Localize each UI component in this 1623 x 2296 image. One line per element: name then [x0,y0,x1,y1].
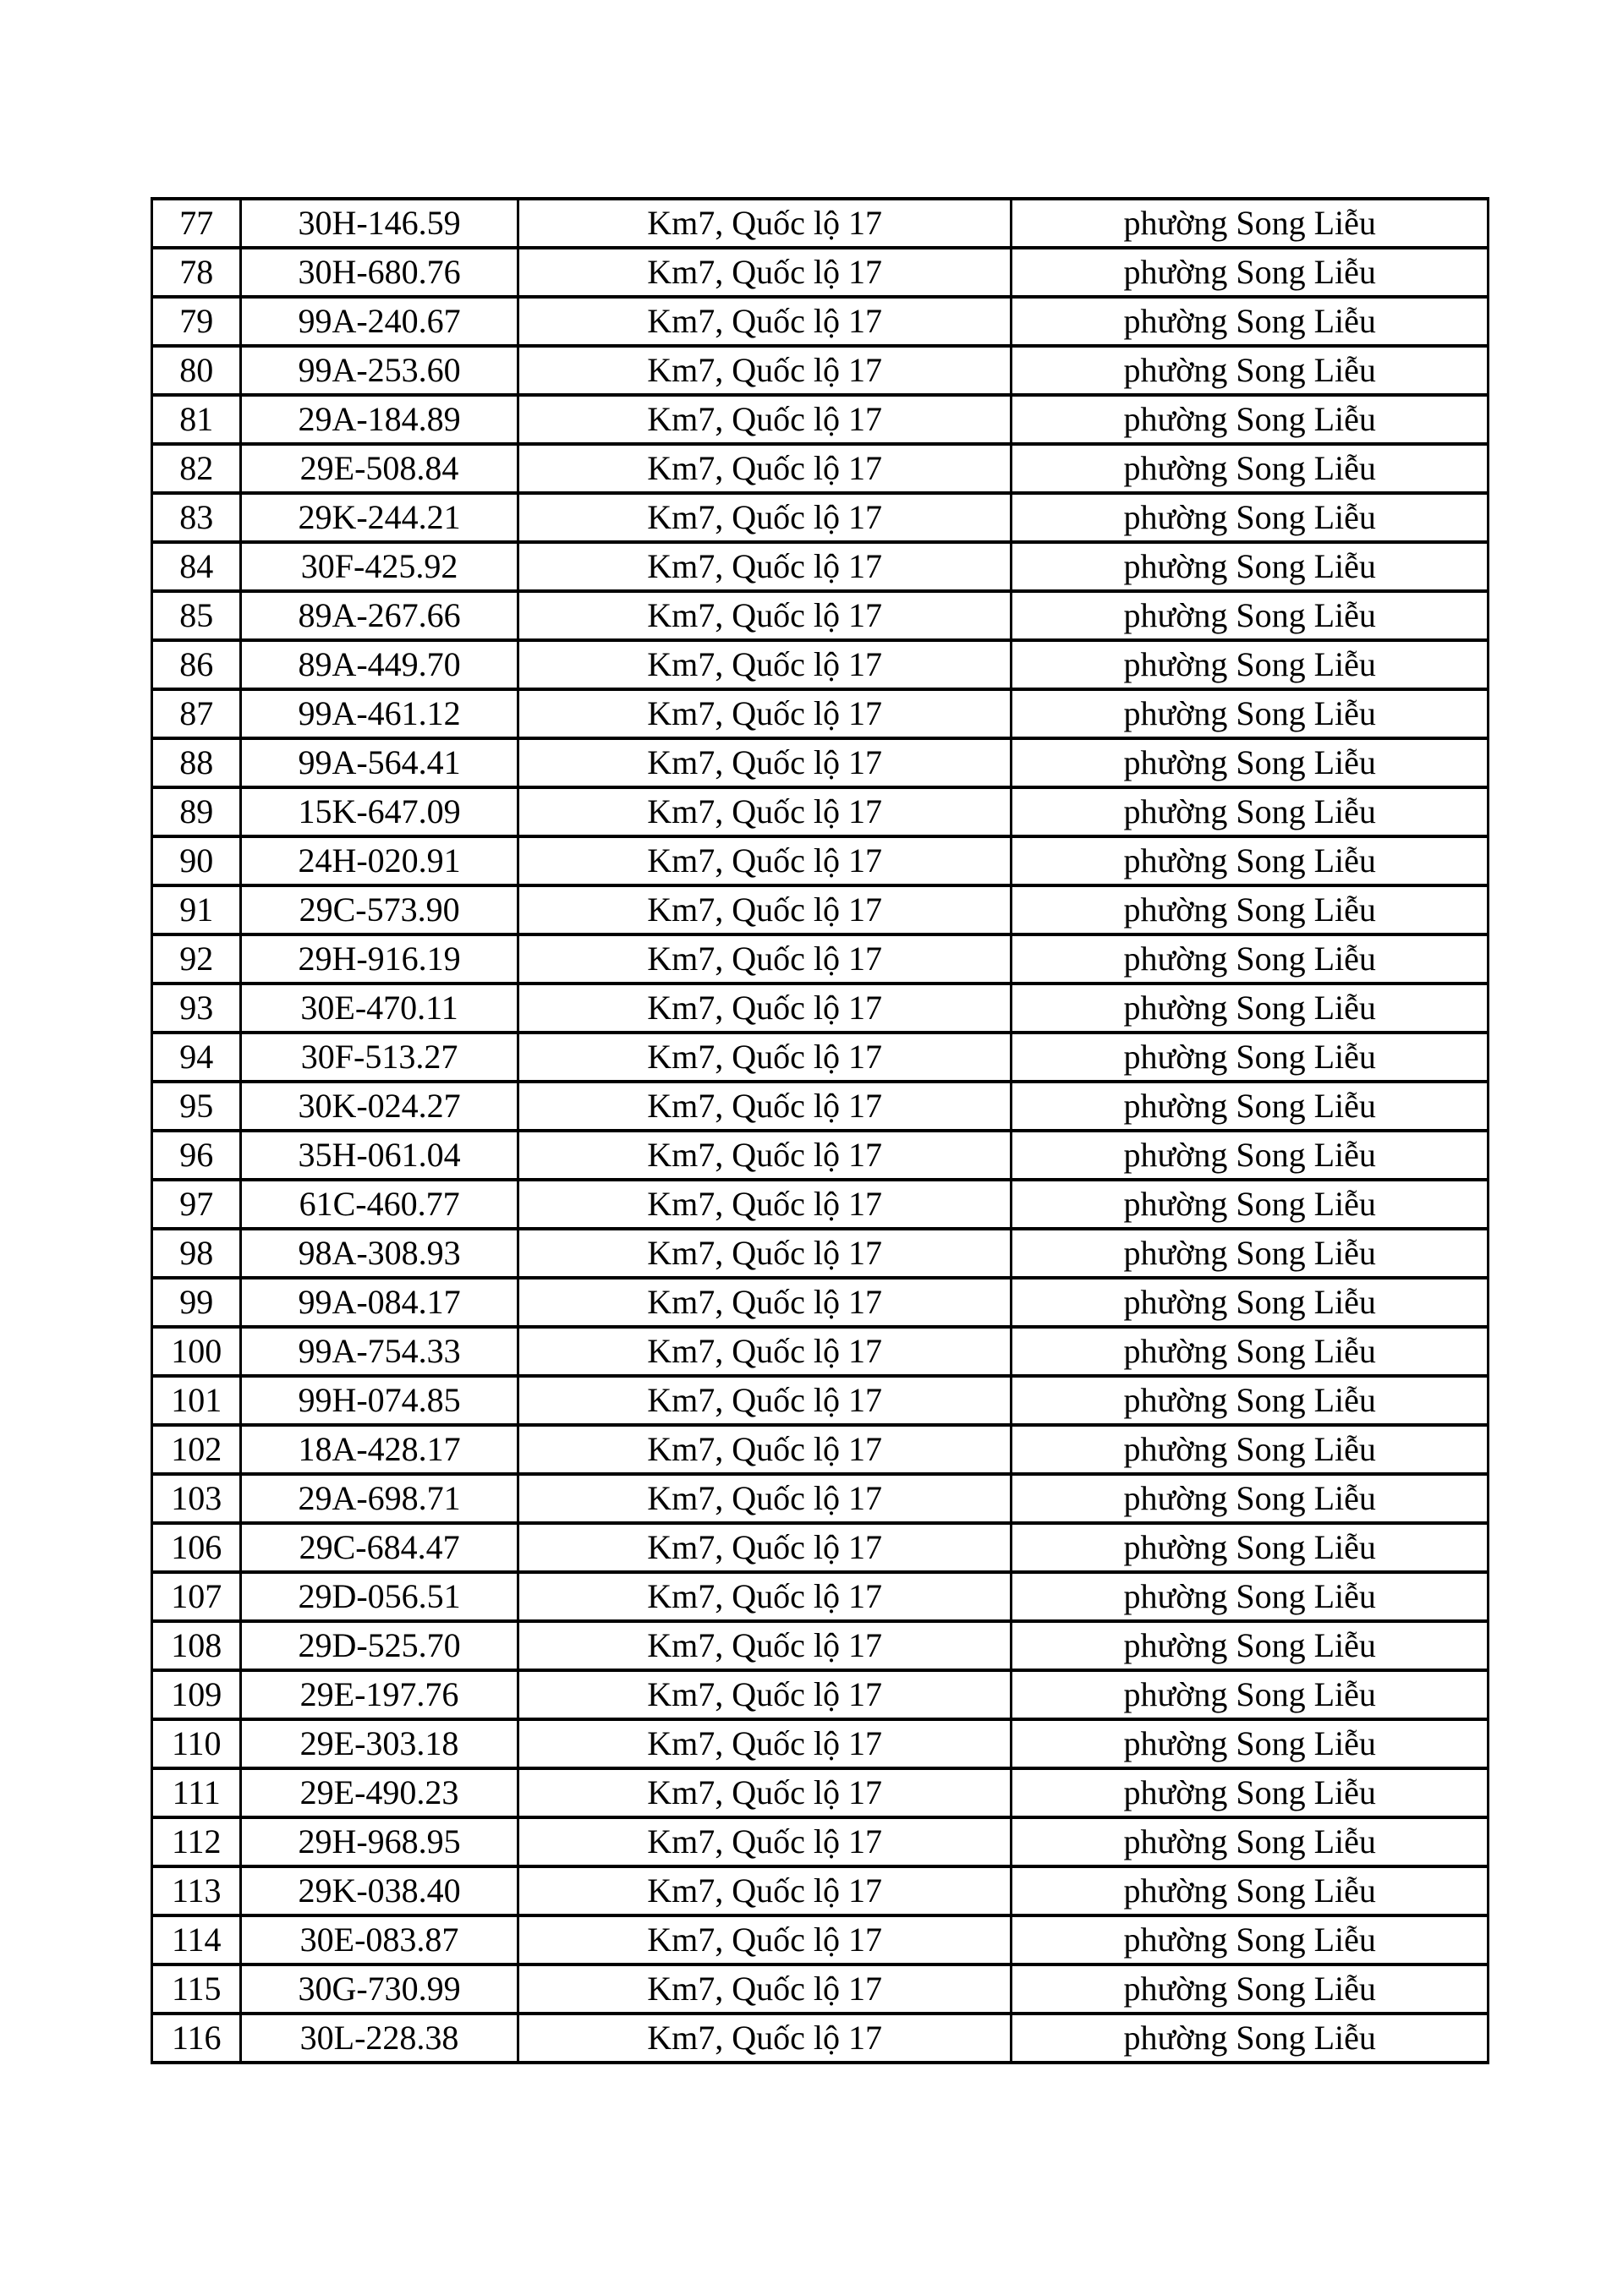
violation-location-cell: Km7, Quốc lộ 17 [518,885,1012,934]
ward-cell: phường Song Liễu [1012,1670,1489,1719]
row-number-cell: 90 [152,836,241,885]
ward-cell: phường Song Liễu [1012,1474,1489,1523]
row-number-cell: 87 [152,689,241,738]
table-row [152,542,1489,591]
license-plate-cell: 29K-244.21 [241,493,518,542]
table-row [152,984,1489,1033]
table-row [152,1327,1489,1376]
violation-location-cell: Km7, Quốc lộ 17 [518,1278,1012,1327]
vehicle-plate-table [151,197,1489,2064]
row-number-cell: 110 [152,1719,241,1768]
license-plate-cell: 29C-573.90 [241,885,518,934]
license-plate-cell: 30H-146.59 [241,199,518,248]
ward-cell: phường Song Liễu [1012,1327,1489,1376]
license-plate-cell: 99A-240.67 [241,297,518,346]
ward-cell: phường Song Liễu [1012,591,1489,640]
ward-cell: phường Song Liễu [1012,1866,1489,1915]
license-plate-cell: 99A-253.60 [241,346,518,395]
license-plate-cell: 99H-074.85 [241,1376,518,1425]
row-number-cell: 92 [152,934,241,984]
ward-cell: phường Song Liễu [1012,885,1489,934]
license-plate-cell: 89A-267.66 [241,591,518,640]
ward-cell: phường Song Liễu [1012,1817,1489,1866]
ward-cell: phường Song Liễu [1012,444,1489,493]
license-plate-cell: 18A-428.17 [241,1425,518,1474]
row-number-cell: 79 [152,297,241,346]
license-plate-cell: 29A-184.89 [241,395,518,444]
table-row [152,1964,1489,2014]
row-number-cell: 109 [152,1670,241,1719]
row-number-cell: 81 [152,395,241,444]
violation-location-cell: Km7, Quốc lộ 17 [518,1866,1012,1915]
violation-location-cell: Km7, Quốc lộ 17 [518,395,1012,444]
table-row [152,787,1489,836]
license-plate-cell: 99A-564.41 [241,738,518,787]
row-number-cell: 103 [152,1474,241,1523]
table-row [152,346,1489,395]
row-number-cell: 85 [152,591,241,640]
table-row [152,640,1489,689]
violation-location-cell: Km7, Quốc lộ 17 [518,1180,1012,1229]
ward-cell: phường Song Liễu [1012,984,1489,1033]
row-number-cell: 108 [152,1621,241,1670]
violation-location-cell: Km7, Quốc lộ 17 [518,934,1012,984]
row-number-cell: 100 [152,1327,241,1376]
ward-cell: phường Song Liễu [1012,199,1489,248]
table-row [152,1670,1489,1719]
violation-location-cell: Km7, Quốc lộ 17 [518,1915,1012,1964]
license-plate-cell: 30H-680.76 [241,248,518,297]
row-number-cell: 83 [152,493,241,542]
ward-cell: phường Song Liễu [1012,1278,1489,1327]
ward-cell: phường Song Liễu [1012,2014,1489,2063]
table-row [152,836,1489,885]
table-row [152,934,1489,984]
row-number-cell: 80 [152,346,241,395]
ward-cell: phường Song Liễu [1012,1425,1489,1474]
row-number-cell: 99 [152,1278,241,1327]
license-plate-cell: 35H-061.04 [241,1131,518,1180]
violation-location-cell: Km7, Quốc lộ 17 [518,1621,1012,1670]
row-number-cell: 96 [152,1131,241,1180]
violation-location-cell: Km7, Quốc lộ 17 [518,1670,1012,1719]
row-number-cell: 102 [152,1425,241,1474]
row-number-cell: 116 [152,2014,241,2063]
ward-cell: phường Song Liễu [1012,1082,1489,1131]
license-plate-cell: 29K-038.40 [241,1866,518,1915]
license-plate-cell: 29E-508.84 [241,444,518,493]
license-plate-cell: 29D-525.70 [241,1621,518,1670]
table-row [152,1278,1489,1327]
table-row [152,444,1489,493]
violation-location-cell: Km7, Quốc lộ 17 [518,640,1012,689]
violation-location-cell: Km7, Quốc lộ 17 [518,787,1012,836]
license-plate-cell: 29E-490.23 [241,1768,518,1817]
ward-cell: phường Song Liễu [1012,1572,1489,1621]
violation-location-cell: Km7, Quốc lộ 17 [518,1376,1012,1425]
ward-cell: phường Song Liễu [1012,1376,1489,1425]
row-number-cell: 98 [152,1229,241,1278]
row-number-cell: 114 [152,1915,241,1964]
ward-cell: phường Song Liễu [1012,1180,1489,1229]
ward-cell: phường Song Liễu [1012,1033,1489,1082]
license-plate-cell: 29E-303.18 [241,1719,518,1768]
license-plate-cell: 30E-470.11 [241,984,518,1033]
violation-location-cell: Km7, Quốc lộ 17 [518,836,1012,885]
license-plate-cell: 30F-425.92 [241,542,518,591]
license-plate-cell: 29A-698.71 [241,1474,518,1523]
table-row [152,2014,1489,2063]
license-plate-cell: 99A-084.17 [241,1278,518,1327]
table-row [152,1817,1489,1866]
row-number-cell: 88 [152,738,241,787]
license-plate-cell: 30F-513.27 [241,1033,518,1082]
license-plate-cell: 29C-684.47 [241,1523,518,1572]
table-body [152,199,1489,2063]
table-row [152,493,1489,542]
ward-cell: phường Song Liễu [1012,1768,1489,1817]
violation-location-cell: Km7, Quốc lộ 17 [518,1572,1012,1621]
license-plate-cell: 89A-449.70 [241,640,518,689]
violation-location-cell: Km7, Quốc lộ 17 [518,1523,1012,1572]
table-row [152,297,1489,346]
violation-location-cell: Km7, Quốc lộ 17 [518,689,1012,738]
table-row [152,199,1489,248]
ward-cell: phường Song Liễu [1012,1621,1489,1670]
license-plate-cell: 29D-056.51 [241,1572,518,1621]
ward-cell: phường Song Liễu [1012,493,1489,542]
ward-cell: phường Song Liễu [1012,934,1489,984]
row-number-cell: 113 [152,1866,241,1915]
license-plate-cell: 61C-460.77 [241,1180,518,1229]
row-number-cell: 93 [152,984,241,1033]
row-number-cell: 82 [152,444,241,493]
row-number-cell: 89 [152,787,241,836]
row-number-cell: 106 [152,1523,241,1572]
ward-cell: phường Song Liễu [1012,542,1489,591]
violation-location-cell: Km7, Quốc lộ 17 [518,1817,1012,1866]
violation-location-cell: Km7, Quốc lộ 17 [518,444,1012,493]
table-row [152,1180,1489,1229]
license-plate-cell: 30L-228.38 [241,2014,518,2063]
violation-location-cell: Km7, Quốc lộ 17 [518,1082,1012,1131]
license-plate-cell: 24H-020.91 [241,836,518,885]
violation-location-cell: Km7, Quốc lộ 17 [518,591,1012,640]
ward-cell: phường Song Liễu [1012,738,1489,787]
violation-location-cell: Km7, Quốc lộ 17 [518,1425,1012,1474]
table-row [152,1229,1489,1278]
table-row [152,1866,1489,1915]
license-plate-cell: 98A-308.93 [241,1229,518,1278]
ward-cell: phường Song Liễu [1012,640,1489,689]
violation-location-cell: Km7, Quốc lộ 17 [518,199,1012,248]
ward-cell: phường Song Liễu [1012,1719,1489,1768]
row-number-cell: 84 [152,542,241,591]
license-plate-cell: 29E-197.76 [241,1670,518,1719]
ward-cell: phường Song Liễu [1012,395,1489,444]
row-number-cell: 107 [152,1572,241,1621]
table-row [152,1523,1489,1572]
table-row [152,1033,1489,1082]
row-number-cell: 101 [152,1376,241,1425]
table-row [152,1572,1489,1621]
table-row [152,885,1489,934]
ward-cell: phường Song Liễu [1012,1229,1489,1278]
license-plate-cell: 30K-024.27 [241,1082,518,1131]
table-row [152,1474,1489,1523]
license-plate-cell: 99A-461.12 [241,689,518,738]
ward-cell: phường Song Liễu [1012,836,1489,885]
license-plate-cell: 99A-754.33 [241,1327,518,1376]
violation-location-cell: Km7, Quốc lộ 17 [518,984,1012,1033]
violation-location-cell: Km7, Quốc lộ 17 [518,1768,1012,1817]
violation-location-cell: Km7, Quốc lộ 17 [518,738,1012,787]
ward-cell: phường Song Liễu [1012,248,1489,297]
ward-cell: phường Song Liễu [1012,1964,1489,2014]
violation-location-cell: Km7, Quốc lộ 17 [518,493,1012,542]
license-plate-cell: 30E-083.87 [241,1915,518,1964]
violation-location-cell: Km7, Quốc lộ 17 [518,1719,1012,1768]
ward-cell: phường Song Liễu [1012,1131,1489,1180]
violation-location-cell: Km7, Quốc lộ 17 [518,1474,1012,1523]
row-number-cell: 94 [152,1033,241,1082]
table-row [152,689,1489,738]
table-row [152,248,1489,297]
table-row [152,1915,1489,1964]
table-row [152,1768,1489,1817]
license-plate-cell: 29H-916.19 [241,934,518,984]
violation-location-cell: Km7, Quốc lộ 17 [518,542,1012,591]
row-number-cell: 91 [152,885,241,934]
violation-location-cell: Km7, Quốc lộ 17 [518,1033,1012,1082]
table-row [152,1425,1489,1474]
ward-cell: phường Song Liễu [1012,1915,1489,1964]
row-number-cell: 78 [152,248,241,297]
table-row [152,1621,1489,1670]
table-row [152,738,1489,787]
ward-cell: phường Song Liễu [1012,297,1489,346]
violation-location-cell: Km7, Quốc lộ 17 [518,1964,1012,2014]
table-row [152,1082,1489,1131]
table-row [152,591,1489,640]
ward-cell: phường Song Liễu [1012,689,1489,738]
violation-location-cell: Km7, Quốc lộ 17 [518,346,1012,395]
row-number-cell: 95 [152,1082,241,1131]
table-row [152,1376,1489,1425]
violation-location-cell: Km7, Quốc lộ 17 [518,1327,1012,1376]
license-plate-cell: 30G-730.99 [241,1964,518,2014]
table-row [152,395,1489,444]
violation-location-cell: Km7, Quốc lộ 17 [518,2014,1012,2063]
row-number-cell: 77 [152,199,241,248]
row-number-cell: 97 [152,1180,241,1229]
license-plate-cell: 15K-647.09 [241,787,518,836]
violation-location-cell: Km7, Quốc lộ 17 [518,248,1012,297]
violation-location-cell: Km7, Quốc lộ 17 [518,1131,1012,1180]
ward-cell: phường Song Liễu [1012,346,1489,395]
table-row [152,1719,1489,1768]
violation-location-cell: Km7, Quốc lộ 17 [518,1229,1012,1278]
row-number-cell: 112 [152,1817,241,1866]
license-plate-cell: 29H-968.95 [241,1817,518,1866]
row-number-cell: 111 [152,1768,241,1817]
row-number-cell: 115 [152,1964,241,2014]
ward-cell: phường Song Liễu [1012,1523,1489,1572]
row-number-cell: 86 [152,640,241,689]
ward-cell: phường Song Liễu [1012,787,1489,836]
violation-location-cell: Km7, Quốc lộ 17 [518,297,1012,346]
table-row [152,1131,1489,1180]
